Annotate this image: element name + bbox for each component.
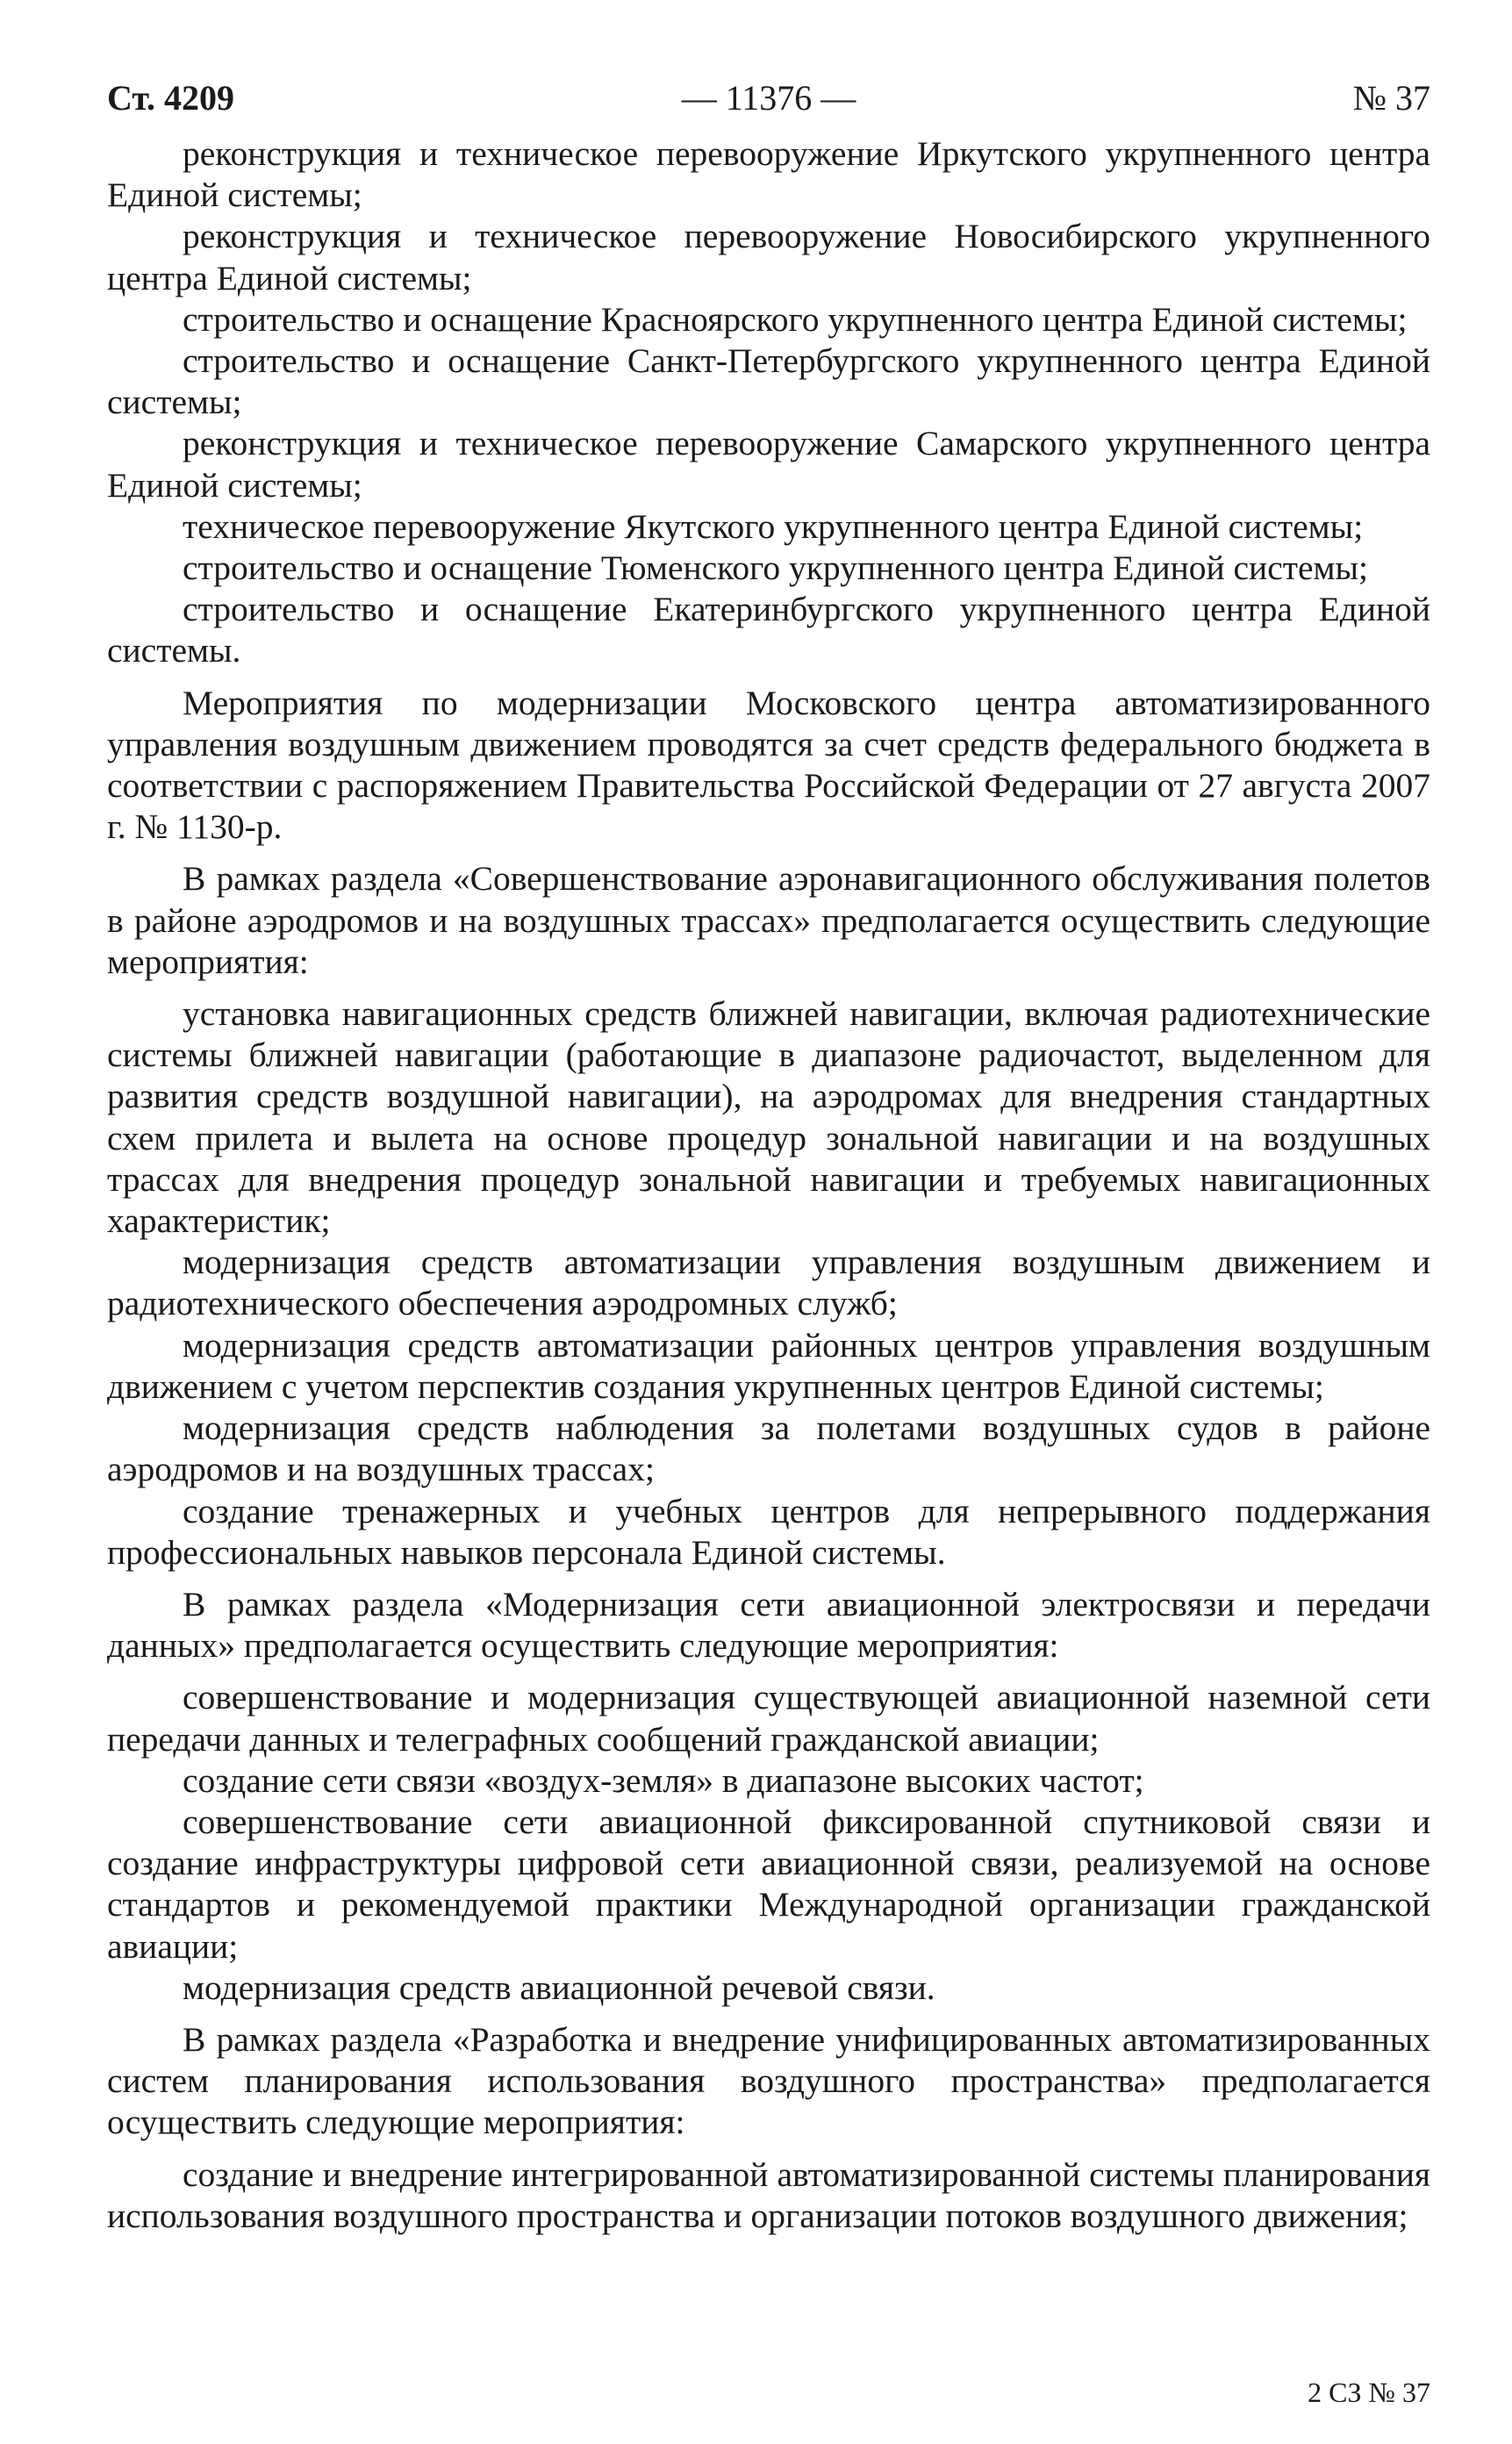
paragraph: модернизация средств наблюдения за полетами воздушных судов в районе аэродромов и на воздушных трассах; xyxy=(107,1408,1430,1489)
paragraph: строительство и оснащение Красноярского укрупненного центра Единой системы; xyxy=(183,299,1408,339)
paragraph: строительство и оснащение Санкт-Петербургского укрупненного центра Единой системы; xyxy=(107,341,1430,422)
paragraph: реконструкция и техническое перевооружение Самарского укрупненного центра Единой системы; xyxy=(107,424,1430,505)
paragraph: модернизация средств автоматизации управления воздушным движением и радиотехнического обеспечения аэродромных служб; xyxy=(107,1243,1430,1323)
paragraph: строительство и оснащение Екатеринбургского укрупненного центра Единой системы. xyxy=(107,590,1430,670)
paragraph: установка навигационных средств ближней навигации, включая радиотехнические системы ближней навигации (работающие в диапазоне радиочастот, выделенном для развития средств воздушной навигации), на аэродромах для внедрения стандартных схем прилета и вылета на основе процедур зональной навигации и на воздушных трассах для внедрения процедур зональной навигации и требуемых навигационных характеристик; xyxy=(107,994,1430,1241)
page-number: — 11376 — xyxy=(681,78,856,118)
paragraph: модернизация средств авиационной речевой связи. xyxy=(183,1967,935,2007)
paragraph: создание и внедрение интегрированной автоматизированной системы планирования использования воздушного пространства и организации потоков воздушного движения; xyxy=(107,2154,1430,2235)
document-page xyxy=(107,77,1430,2237)
paragraph: совершенствование и модернизация существующей авиационной наземной сети передачи данных и телеграфных сообщений гражданской авиации; xyxy=(107,1678,1430,1759)
paragraph: строительство и оснащение Тюменского укрупненного центра Единой системы; xyxy=(183,548,1369,588)
paragraph: модернизация средств автоматизации районных центров управления воздушным движением с учетом перспектив создания укрупненных центров Единой системы; xyxy=(107,1325,1430,1406)
page-footer: 2 СЗ № 37 xyxy=(1308,2376,1430,2408)
article-number: Ст. 4209 xyxy=(107,78,234,118)
issue-number: № 37 xyxy=(1352,78,1430,118)
document-body xyxy=(107,133,1430,2237)
paragraph: создание тренажерных и учебных центров для непрерывного поддержания профессиональных навыков персонала Единой системы. xyxy=(107,1491,1430,1572)
paragraph: техническое перевооружение Якутского укрупненного центра Единой системы; xyxy=(183,506,1364,546)
paragraph: В рамках раздела «Разработка и внедрение унифицированных автоматизированных систем планирования использования воздушного пространства» предполагается осуществить следующие мероприятия: xyxy=(107,2019,1430,2142)
paragraph: реконструкция и техническое перевооружение Новосибирского укрупненного центра Единой системы; xyxy=(107,217,1430,297)
paragraph: Мероприятия по модернизации Московского центра автоматизированного управления воздушным движением проводятся за счет средств федерального бюджета в соответствии с распоряжением Правительства Российской Федерации от 27 августа 2007 г. № 1130-р. xyxy=(107,683,1430,847)
paragraph: совершенствование сети авиационной фиксированной спутниковой связи и создание инфраструктуры цифровой сети авиационной связи, реализуемой на основе стандартов и рекомендуемой практики Международной организации гражданской авиации; xyxy=(107,1802,1430,1966)
paragraph: реконструкция и техническое перевооружение Иркутского укрупненного центра Единой системы; xyxy=(107,134,1430,215)
paragraph: создание сети связи «воздух-земля» в диапазоне высоких частот; xyxy=(183,1760,1144,1800)
paragraph: В рамках раздела «Модернизация сети авиационной электросвязи и передачи данных» предполагается осуществить следующие мероприятия: xyxy=(107,1584,1430,1666)
page-header xyxy=(107,77,1430,126)
paragraph: В рамках раздела «Совершенствование аэронавигационного обслуживания полетов в районе аэродромов и на воздушных трассах» предполагается осуществить следующие мероприятия: xyxy=(107,859,1430,981)
